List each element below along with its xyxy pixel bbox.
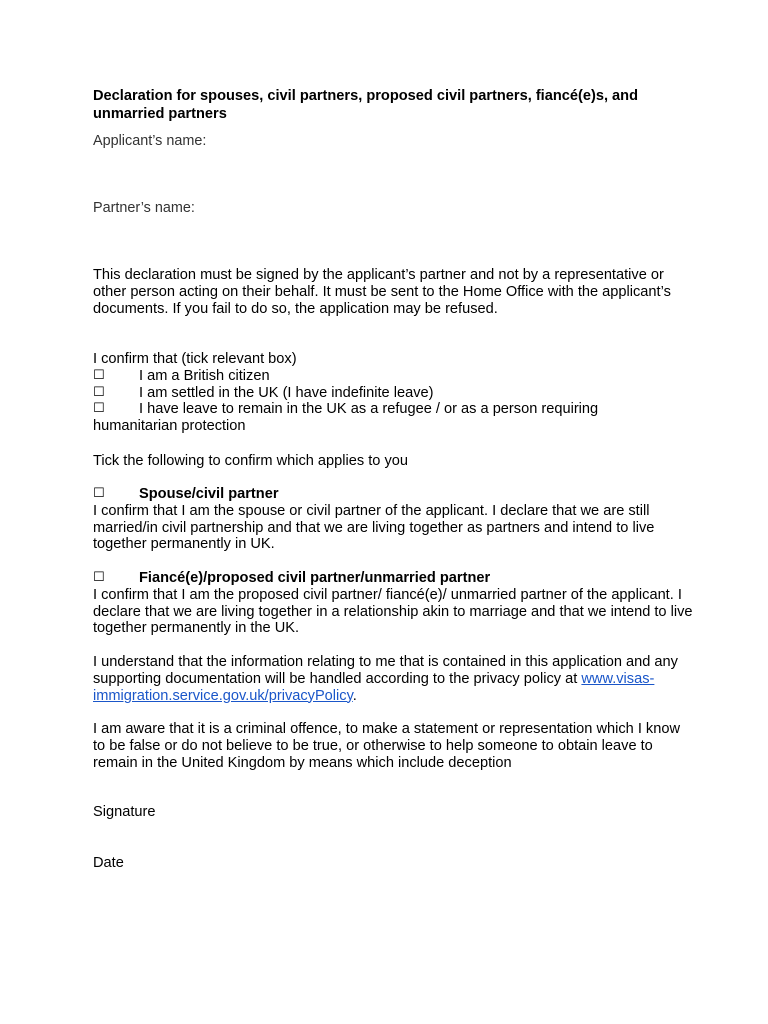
privacy-period: . [352, 687, 357, 704]
page-title: Declaration for spouses, civil partners, proposed civil partners, fiancé(e)s, and unmarried partners [93, 88, 638, 122]
checkbox-row-fiance[interactable] [93, 570, 693, 587]
option-text: I confirm that I am the proposed civil partner/ fiancé(e)/ unmarried partner of the applicant. I declare that we are living together in a relationship akin to marriage and that we intend to live together permanently in the UK. [93, 586, 693, 637]
checkbox-icon[interactable]: ☐ [93, 486, 105, 501]
checkbox-icon[interactable]: ☐ [93, 401, 105, 417]
option-label: Fiancé(e)/proposed civil partner/unmarried partner [139, 570, 491, 586]
tick-heading: Tick the following to confirm which applies to you [93, 453, 408, 469]
privacy-paragraph [93, 654, 693, 704]
signature-label: Signature [93, 804, 156, 820]
option-fiance [93, 570, 693, 637]
checkbox-label-continuation: humanitarian protection [93, 418, 246, 435]
partner-name-label: Partner’s name: [93, 200, 195, 216]
checkbox-icon[interactable]: ☐ [93, 570, 105, 585]
offence-paragraph: I am aware that it is a criminal offence, to make a statement or representation which I know to be false or do not believe to be true, or otherwise to help someone to obtain leave to remain in the United Kingdom by means which include deception [93, 721, 680, 771]
intro-paragraph: This declaration must be signed by the applicant’s partner and not by a representative or other person acting on their behalf. It must be sent to the Home Office with the applicant’s documents. If you fail to do so, the application may be refused. [93, 267, 671, 317]
checkbox-row-british-citizen[interactable] [93, 368, 693, 385]
option-label: Spouse/civil partner [139, 486, 279, 502]
checkbox-row-spouse[interactable] [93, 486, 693, 503]
privacy-text: I understand that the information relating to me that is contained in this application and any supporting documentation will be handled according to the privacy policy at [93, 654, 678, 687]
checkbox-icon[interactable]: ☐ [93, 367, 105, 383]
checkbox-icon[interactable]: ☐ [93, 384, 105, 400]
confirm-section [93, 351, 693, 435]
checkbox-label: I am settled in the UK (I have indefinite leave) [139, 384, 434, 401]
privacy-policy-link[interactable]: www.visas-immigration.service.gov.uk/privacyPolicy [93, 670, 655, 704]
checkbox-row-refugee[interactable] [93, 401, 693, 418]
confirm-heading: I confirm that (tick relevant box) [93, 351, 297, 367]
applicant-name-label: Applicant’s name: [93, 133, 207, 149]
checkbox-row-settled[interactable] [93, 385, 693, 402]
checkbox-label: I have leave to remain in the UK as a refugee / or as a person requiring [139, 401, 599, 418]
option-spouse [93, 486, 693, 553]
checkbox-label: I am a British citizen [139, 367, 270, 384]
date-label: Date [93, 855, 124, 871]
option-text: I confirm that I am the spouse or civil partner of the applicant. I declare that we are still married/in civil partnership and that we are living together as partners and intend to live together permanently in UK. [93, 502, 655, 553]
